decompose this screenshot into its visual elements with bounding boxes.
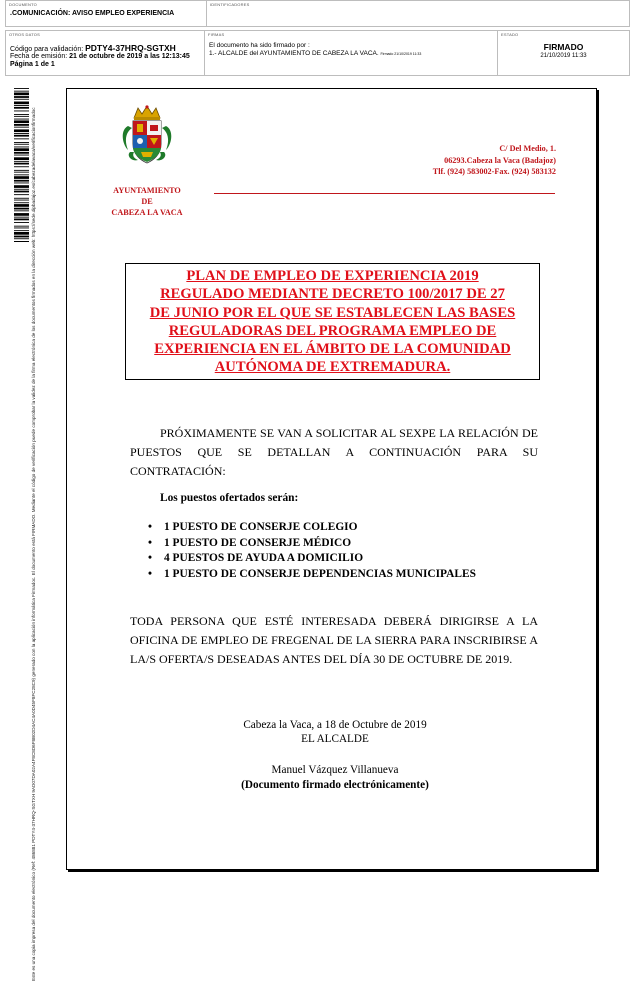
firmante: 1.- ALCALDE del AYUNTAMIENTO DE CABEZA LA VACA. [209, 50, 379, 57]
documento-label: DOCUMENTO [9, 2, 37, 7]
ayuntamiento-name [107, 185, 187, 218]
codigo-value[interactable]: PDTY4-37HRQ-SGTXH [85, 43, 176, 53]
fecha-value: 21 de octubre de 2019 a las 12:13:45 [69, 53, 190, 60]
address-block [433, 143, 556, 178]
intro-paragraph: PRÓXIMAMENTE SE VAN A SOLICITAR AL SEXPE LA RELACIÓN DE PUESTOS QUE SE DETALLAN A CONTINUACIÓN PARA SU CONTRATACIÓN: [130, 426, 538, 478]
address-line-3: Tlf. (924) 583002-Fax. (924) 583132 [432, 167, 556, 176]
firmas-line-1: El documento ha sido firmado por : [209, 42, 310, 49]
list-item: • 1 PUESTO DE CONSERJE MÉDICO [148, 536, 476, 552]
instructions-paragraph: TODA PERSONA QUE ESTÉ INTERESADA DEBERÁ DIRIGIRSE A LA OFICINA DE EMPLEO DE FREGENAL DE LA SIERRA PARA INSCRIBIRSE A LA/S OFERTA/S DESEADAS ANTES DEL DÍA 30 DE OCTUBRE DE 2019. [130, 614, 538, 666]
address-line-2: 06293.Cabeza la Vaca (Badajoz) [444, 155, 556, 165]
fecha-label: Fecha de emisión: [10, 53, 68, 60]
title-line-1: PLAN DE EMPLEO DE EXPERIENCIA 2019 [186, 268, 479, 284]
firmado-fecha: Firmado 21/10/2019 11:33 [380, 52, 422, 56]
fecha-emision [10, 53, 190, 60]
puestos-heading: Los puestos ofertados serán: [160, 492, 299, 504]
otros-datos-cell [6, 31, 204, 75]
title-line-3: DE JUNIO POR EL QUE SE ESTABLECEN LAS BASES [149, 304, 516, 321]
documento-cell [6, 1, 206, 26]
validation-header-row [5, 30, 630, 76]
estado-cell [497, 31, 629, 75]
verification-side-text: Este es una copia impresa del documento electrónico (Ref: 486881 PDTY4-37HRQ-SGTXH 9AD07DA02A4F8C8D6F8B02D4AC4A0D45F8FC28C9) generado con la aplicación informática Firmadoc. El documento está FIRMADO. Mediante el código de verificación puede comprobar la validez de la firma electrónica de los documentos firmados en la dirección web: https://sede.dipbadajoz.es/cabezadelavaca/verificacionfirmadoc [31, 107, 36, 981]
document-title [126, 267, 539, 377]
title-line-2: REGULADO MEDIANTE DECRETO 100/2017 DE 27 [160, 286, 505, 303]
signature-note: (Documento firmado electrónicamente) [241, 779, 429, 791]
list-item: • 1 PUESTO DE CONSERJE COLEGIO [148, 520, 476, 536]
codigo-validacion [10, 43, 176, 53]
list-item: • 4 PUESTOS DE AYUDA A DOMICILIO [148, 551, 476, 567]
identificadores-label: IDENTIFICADORES [210, 2, 250, 7]
letterhead-divider [214, 193, 555, 194]
identificadores-cell [206, 1, 629, 26]
otros-datos-label: OTROS DATOS [9, 32, 40, 37]
address-line-1: C/ Del Medio, 1. [499, 144, 556, 153]
pagina-indicator: Página 1 de 1 [10, 61, 55, 68]
estado-date: 21/10/2019 11:33 [540, 53, 587, 59]
ayto-line-1: AYUNTAMIENTO [113, 186, 181, 195]
title-line-4: REGULADORAS DEL PROGRAMA EMPLEO DE [168, 322, 497, 339]
signature-place-date: Cabeza la Vaca, a 18 de Octubre de 2019 [243, 719, 427, 731]
municipal-crest-icon [120, 104, 174, 168]
firmas-cell [204, 31, 497, 75]
codigo-label: Código para validación: [10, 46, 84, 53]
barcode-image [14, 88, 29, 242]
list-item: • 1 PUESTO DE CONSERJE DEPENDENCIAS MUNICIPALES [148, 567, 476, 583]
signature-name: Manuel Vázquez Villanueva [271, 764, 399, 776]
title-box [125, 263, 540, 380]
puestos-list [148, 520, 476, 582]
estado-value: FIRMADO [543, 42, 584, 52]
firmas-label: FIRMAS [208, 32, 225, 37]
ayto-line-2: DE [141, 197, 153, 206]
title-line-6: AUTÓNOMA DE EXTREMADURA. [214, 359, 451, 376]
estado-label: ESTADO [501, 32, 519, 37]
signature-role: EL ALCALDE [301, 733, 369, 745]
ayto-line-3: CABEZA LA VACA [111, 208, 183, 217]
title-line-5: EXPERIENCIA EN EL ÁMBITO DE LA COMUNIDAD [154, 341, 511, 358]
firmas-line-2 [209, 50, 421, 57]
documento-value: .COMUNICACIÓN: AVISO EMPLEO EXPERIENCIA [10, 10, 175, 17]
document-header-row [5, 0, 630, 27]
